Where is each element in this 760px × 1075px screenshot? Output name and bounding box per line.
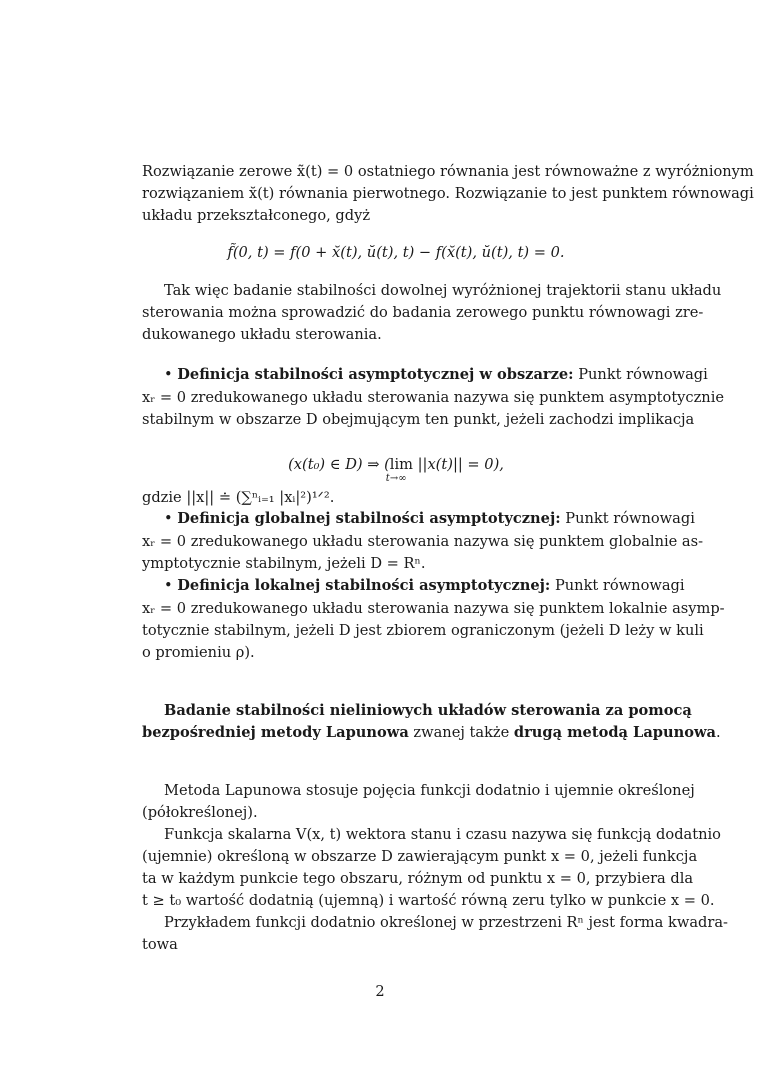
paragraph-5-line-1: Przykładem funkcji dodatnio określonej w przestrzeni Rⁿ jest forma kwadra- — [164, 914, 728, 931]
definition-3-line-2: xᵣ = 0 zredukowanego układu sterowania nazywa się punktem lokalnie asymp- — [142, 600, 725, 617]
equation-1: f̃(0, t) = f(0 + x̆(t), ŭ(t), t) − f(x̆(t), ŭ(t), t) = 0. — [227, 244, 565, 261]
equation-2 — [142, 456, 650, 484]
equation-2-right: ||x(t)|| = 0), — [412, 456, 504, 473]
limit-text: lim — [389, 456, 413, 473]
definition-2-line-1 — [142, 510, 695, 528]
definition-3-bullet: • — [164, 577, 173, 594]
definition-1-bullet: • — [164, 366, 173, 383]
definition-1-title: Definicja stabilności asymptotycznej w obszarze: — [177, 366, 574, 383]
definition-2-title: Definicja globalnej stabilności asymptotycznej: — [177, 510, 561, 527]
heading-method-name: bezpośredniej metody Lapunowa — [142, 724, 409, 741]
paragraph-4-line-1: Funkcja skalarna V(x, t) wektora stanu i czasu nazywa się funkcją dodatnio — [164, 826, 721, 843]
paragraph-4-line-2: (ujemnie) określoną w obszarze D zawierającym punkt x = 0, jeżeli funkcja — [142, 848, 698, 865]
definition-2-line-3: ymptotycznie stabilnym, jeżeli D = Rⁿ. — [142, 555, 426, 572]
heading-period: . — [715, 724, 721, 741]
equation-2-left: (x(t₀) ∈ D) ⇒ ( — [288, 456, 390, 473]
definition-2-line-2: xᵣ = 0 zredukowanego układu sterowania nazywa się punktem globalnie as- — [142, 533, 704, 550]
definition-2-bullet: • — [164, 510, 173, 527]
definition-3-line-4: o promieniu ρ). — [142, 644, 255, 661]
definition-1-line-2: xᵣ = 0 zredukowanego układu sterowania nazywa się punktem asymptotycznie — [142, 389, 724, 406]
heading-second-method: drugą metodą Lapunowa — [513, 724, 716, 741]
definition-1-line-1 — [142, 366, 708, 384]
paragraph-4-line-3: ta w każdym punkcie tego obszaru, różnym od punktu x = 0, przybiera dla — [142, 870, 694, 887]
definition-3-line-1 — [142, 577, 685, 595]
definition-3-title: Definicja lokalnej stabilności asymptotycznej: — [177, 577, 551, 594]
paragraph-1-line-3: układu przekształconego, gdyż — [142, 207, 371, 224]
definition-1-lead: Punkt równowagi — [578, 366, 708, 383]
paragraph-4-line-4: t ≥ t₀ wartość dodatnią (ujemną) i wartość równą zeru tylko w punkcie x = 0. — [142, 892, 715, 909]
section-heading-line-2 — [142, 724, 721, 742]
definition-3-line-3: totycznie stabilnym, jeżeli D jest zbiorem ograniczonym (jeżeli D leży w kuli — [142, 622, 704, 639]
page-number: 2 — [375, 983, 385, 1000]
limit-subscript: t→∞ — [385, 473, 407, 484]
paragraph-2-line-2: sterowania można sprowadzić do badania zerowego punktu równowagi zre- — [142, 304, 704, 321]
paragraph-2-line-1: Tak więc badanie stabilności dowolnej wyróżnionej trajektorii stanu układu — [164, 282, 722, 299]
paragraph-3-line-2: (półokreślonej). — [142, 804, 258, 821]
definition-2-lead: Punkt równowagi — [565, 510, 695, 527]
section-heading-line-1: Badanie stabilności nieliniowych układów sterowania za pomocą — [164, 702, 692, 719]
paragraph-3-line-1: Metoda Lapunowa stosuje pojęcia funkcji dodatnio i ujemnie określonej — [164, 782, 695, 799]
paragraph-1-line-2: rozwiązaniem x̆(t) równania pierwotnego. Rozwiązanie to jest punktem równowagi — [142, 185, 754, 202]
norm-definition: gdzie ||x|| ≐ (∑ⁿᵢ₌₁ |xᵢ|²)¹ᐟ². — [142, 489, 335, 506]
definition-3-lead: Punkt równowagi — [554, 577, 685, 594]
paragraph-1-line-1: Rozwiązanie zerowe x̃(t) = 0 ostatniego równania jest równoważne z wyróżnionym — [142, 163, 754, 180]
paragraph-5-line-2: towa — [142, 936, 178, 953]
heading-connector: zwanej także — [408, 724, 514, 741]
limit-operator — [385, 456, 413, 484]
definition-1-line-3: stabilnym w obszarze D obejmującym ten punkt, jeżeli zachodzi implikacja — [142, 411, 695, 428]
paragraph-2-line-3: dukowanego układu sterowania. — [142, 326, 382, 343]
